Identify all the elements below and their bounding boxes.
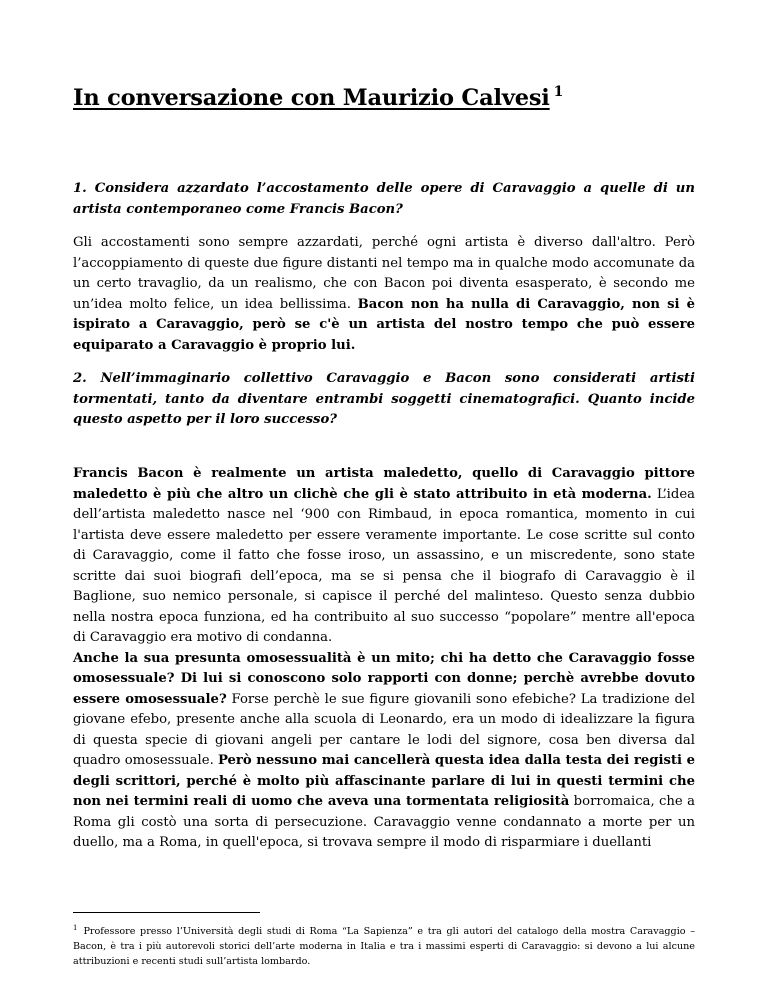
question-1: 1. Considera azzardato l’accostamento delle opere di Caravaggio a quelle di un artista contemporaneo come Francis Bacon?	[73, 181, 695, 217]
answer-2	[73, 464, 695, 854]
answer-2-text-3: borromaica, che a Roma gli costò una sorta di persecuzione. Caravaggio venne condannato a morte per un duello, ma a Roma, in quell'epoca, si trovava sempre il modo di risparmiare i duellanti	[73, 794, 695, 850]
question-2: 2. Nell’immaginario collettivo Caravaggio e Bacon sono considerati artisti tormentati, tanto da diventare entrambi soggetti cinematografici. Quanto incide questo aspetto per il loro successo?	[73, 371, 695, 427]
answer-2-bold-1: Francis Bacon è realmente un artista maledetto, quello di Caravaggio pittore maledetto è più che altro un clichè che gli è stato attribuito in età moderna.	[73, 466, 695, 502]
answer-1	[73, 233, 695, 356]
answer-1-text: Gli accostamenti sono sempre azzardati, perché ogni artista è diverso dall'altro. Però l’accoppiamento di queste due figure distanti nel tempo ma in qualche modo accomunate da un certo travaglio, da un realismo, che con Bacon poi diventa esasperato, è secondo me un’idea molto felice, un idea bellissima.	[73, 235, 695, 312]
answer-2-bold-2: Anche la sua presunta omosessualità è un mito; chi ha detto che Caravaggio fosse omosessuale? Di lui si conoscono solo rapporti con donne; perchè avrebbe dovuto essere omosessuale?	[73, 650, 695, 707]
title-text: In conversazione con Maurizio Calvesi	[73, 85, 550, 111]
title-footnote-marker: 1	[553, 84, 564, 100]
answer-2-text-1: L’idea dell’artista maledetto nasce nel ‘900 con Rimbaud, in epoca romantica, momento in cui l'artista deve essere maledetto per essere veramente importante. Le cose scritte sul conto di Caravaggio, come il fatto che fosse iroso, un assassino, e un miscredente, sono state scritte dai suoi biografi dell’epoca, ma se si pensa che il biografo di Caravaggio è il Baglione, suo nemico personale, si capisce il perché del malinteso. Questo senza dubbio nella nostra epoca funziona, ed ha contribuito al suo successo “popolare” mentre all'epoca di Caravaggio era motivo di condanna.	[73, 486, 695, 645]
answer-1-bold: Bacon non ha nulla di Caravaggio, non si è ispirato a Caravaggio, però se c'è un artista del nostro tempo che può essere equiparato a Caravaggio è proprio lui.	[73, 296, 695, 353]
footnote-marker: 1	[73, 924, 78, 932]
footnote	[73, 921, 695, 969]
footnote-divider	[73, 912, 260, 913]
answer-2-text-2: Forse perchè le sue figure giovanili sono efebiche? La tradizione del giovane efebo, presente anche alla scuola di Leonardo, era un modo di idealizzare la figura di questa specie di giovani angeli per cantare le lodi del signore, cosa ben diversa dal quadro omosessuale.	[73, 691, 696, 768]
answer-2-bold-3: Però nessuno mai cancellerà questa idea dalla testa dei registi e degli scrittori, perché è molto più affascinante parlare di lui in questi termini che non nei termini reali di uomo che aveva una tormentata religiosità	[73, 753, 695, 809]
footnote-text: Professore presso l’Università degli studi di Roma “La Sapienza” e tra gli autori del catalogo della mostra Caravaggio – Bacon, è tra i più autorevoli storici dell’arte moderna in Italia e tra i massimi esperti di Caravaggio: si devono a lui alcune attribuzioni e recenti studi sull’artista lombardo.	[73, 926, 695, 967]
page-title	[73, 84, 563, 111]
